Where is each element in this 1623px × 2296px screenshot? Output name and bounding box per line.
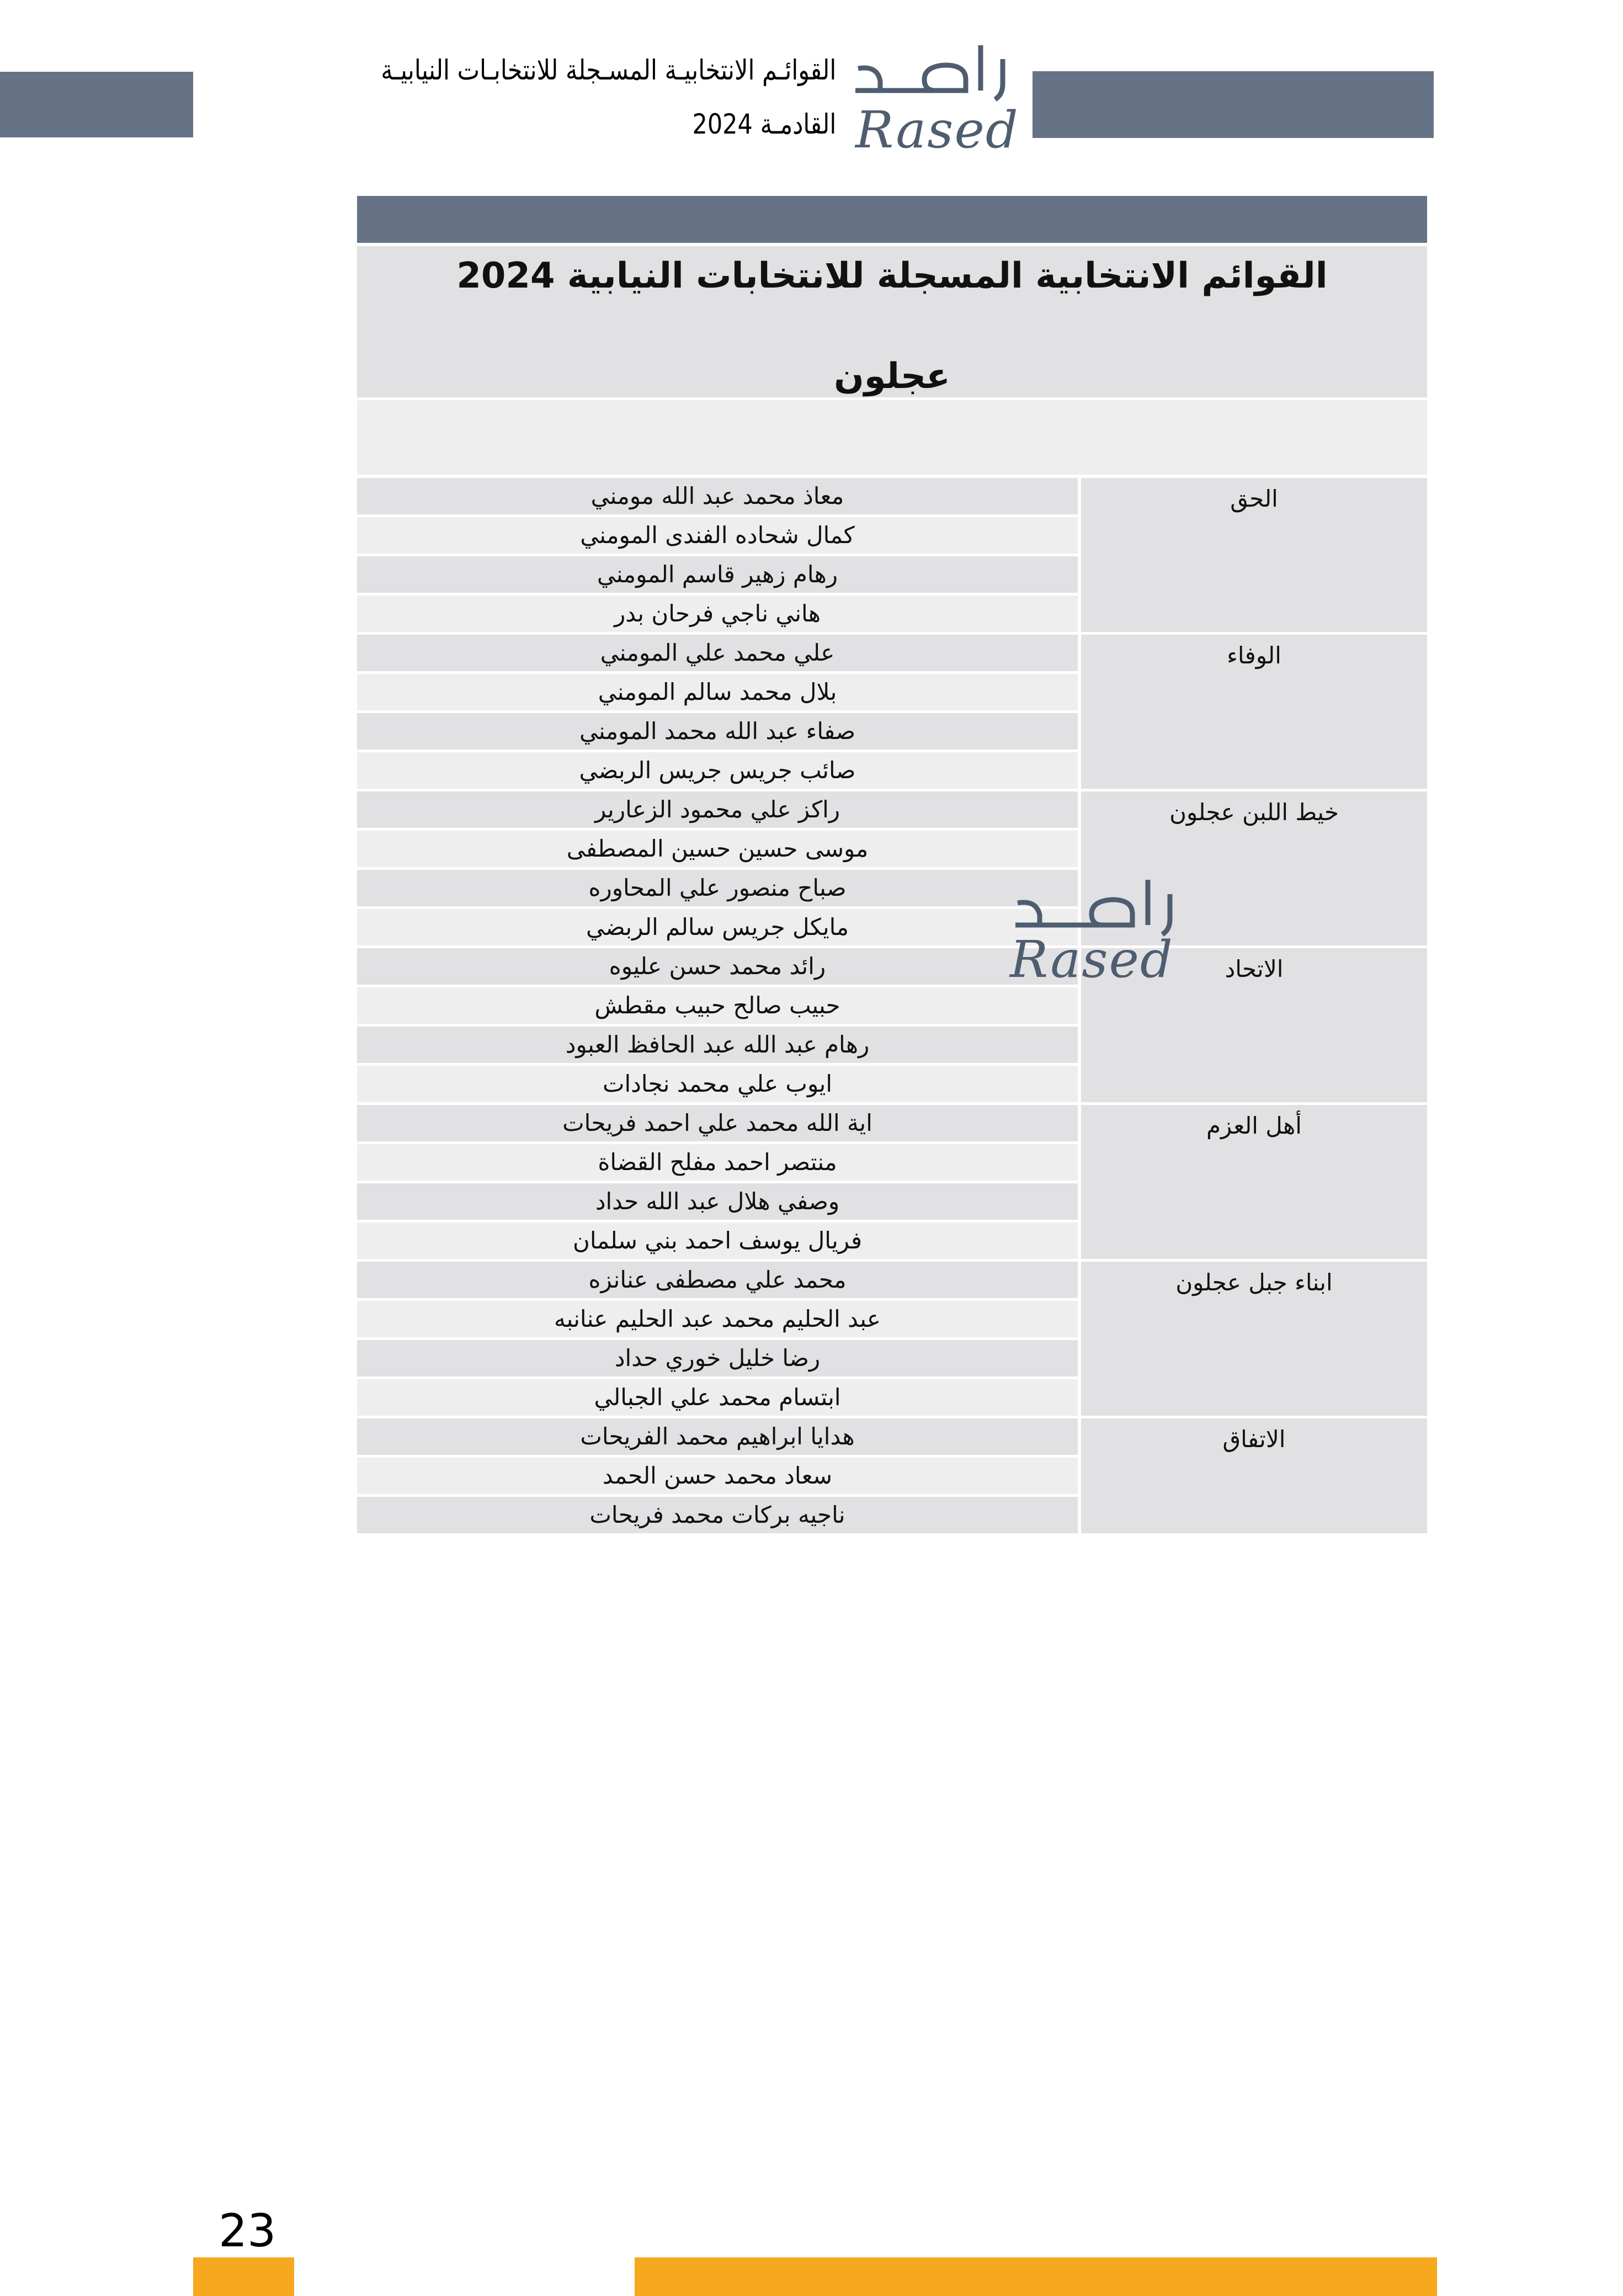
table-title: القوائم الانتخابية المسجلة للانتخابات النيابية 2024 (456, 256, 1328, 296)
candidates-column (357, 635, 1078, 789)
candidate-cell: وصفي هلال عبد الله حداد (357, 1183, 1078, 1220)
candidate-cell: ايوب علي محمد نجادات (357, 1066, 1078, 1102)
district-name: عجلون (834, 356, 950, 397)
list-group (357, 791, 1427, 945)
watermark-latin: Rased (1010, 930, 1174, 989)
candidates-column (357, 478, 1078, 632)
candidate-cell: منتصر احمد مفلح القضاة (357, 1144, 1078, 1181)
running-header-subtitle: القادمـة 2024 (692, 108, 836, 140)
running-header-title: القوائـم الانتخابيـة المسـجلة للانتخابـات النيابيـة (380, 54, 836, 86)
candidate-cell: رهام عبد الله عبد الحافظ العبود (357, 1027, 1078, 1063)
candidate-cell: عبد الحليم محمد عبد الحليم عنانبه (357, 1301, 1078, 1337)
candidates-column (357, 1105, 1078, 1259)
watermark-arabic-glyph (1010, 878, 1181, 938)
list-group (357, 948, 1427, 1102)
rased-watermark (1010, 878, 1181, 1005)
electoral-lists-table (357, 196, 1427, 1536)
candidates-column (357, 791, 1078, 945)
candidate-cell: كمال شحاده الفندى المومني (357, 517, 1078, 554)
rased-logo-arabic-glyph (853, 40, 1013, 106)
candidate-cell: صباح منصور علي المحاوره (357, 870, 1078, 906)
candidates-column (357, 1262, 1078, 1416)
table-header-band (357, 196, 1427, 243)
candidate-cell: بلال محمد سالم المومني (357, 674, 1078, 710)
candidate-cell: هدايا ابراهيم محمد الفريحات (357, 1418, 1078, 1455)
candidate-cell: صائب جريس جريس الربضي (357, 752, 1078, 789)
table-title-cell (357, 246, 1427, 397)
candidates-column (357, 1418, 1078, 1533)
candidate-cell: محمد علي مصطفى عنانزه (357, 1262, 1078, 1298)
list-name-cell: الحق (1081, 478, 1427, 632)
list-group (357, 635, 1427, 789)
candidate-cell: فريال يوسف احمد بني سلمان (357, 1223, 1078, 1259)
list-name-cell: الاتفاق (1081, 1418, 1427, 1533)
list-name-cell: ابناء جبل عجلون (1081, 1262, 1427, 1416)
list-group (357, 1418, 1427, 1533)
candidate-cell: صفاء عبد الله محمد المومني (357, 713, 1078, 750)
header-bar-right (1033, 71, 1434, 138)
footer-bar-right (635, 2257, 1437, 2296)
rased-logo-arabic (853, 40, 1013, 106)
candidate-cell: ناجيه بركات محمد فريحات (357, 1497, 1078, 1533)
candidate-cell: رهام زهير قاسم المومني (357, 556, 1078, 593)
candidate-cell: موسى حسين حسين المصطفى (357, 831, 1078, 867)
list-name-cell: أهل العزم (1081, 1105, 1427, 1259)
candidate-cell: علي محمد علي المومني (357, 635, 1078, 671)
candidate-cell: اية الله محمد علي احمد فريحات (357, 1105, 1078, 1141)
page-number: 23 (219, 2205, 276, 2257)
candidate-cell: ابتسام محمد علي الجبالي (357, 1379, 1078, 1416)
candidate-cell: رضا خليل خوري حداد (357, 1340, 1078, 1376)
candidate-cell: هاني ناجي فرحان بدر (357, 596, 1078, 632)
candidate-cell: مايكل جريس سالم الربضي (357, 909, 1078, 945)
list-group (357, 478, 1427, 632)
footer-bar-left (193, 2257, 294, 2296)
candidate-cell: حبيب صالح حبيب مقطش (357, 987, 1078, 1024)
candidate-cell: راكز علي محمود الزعارير (357, 791, 1078, 828)
rased-logo-latin: Rased (855, 100, 1019, 160)
lists-body (357, 478, 1427, 1533)
list-name-cell: الاتحاد (1081, 948, 1427, 1102)
list-group (357, 1105, 1427, 1259)
candidates-column (357, 948, 1078, 1102)
list-name-cell: الوفاء (1081, 635, 1427, 789)
header-bar-left (0, 72, 193, 137)
candidate-cell: معاذ محمد عبد الله مومني (357, 478, 1078, 514)
list-name-cell: خيط اللبن عجلون (1081, 791, 1427, 945)
candidate-cell: رائد محمد حسن عليوه (357, 948, 1078, 985)
table-empty-row (357, 400, 1427, 475)
list-group (357, 1262, 1427, 1416)
candidate-cell: سعاد محمد حسن الحمد (357, 1458, 1078, 1494)
